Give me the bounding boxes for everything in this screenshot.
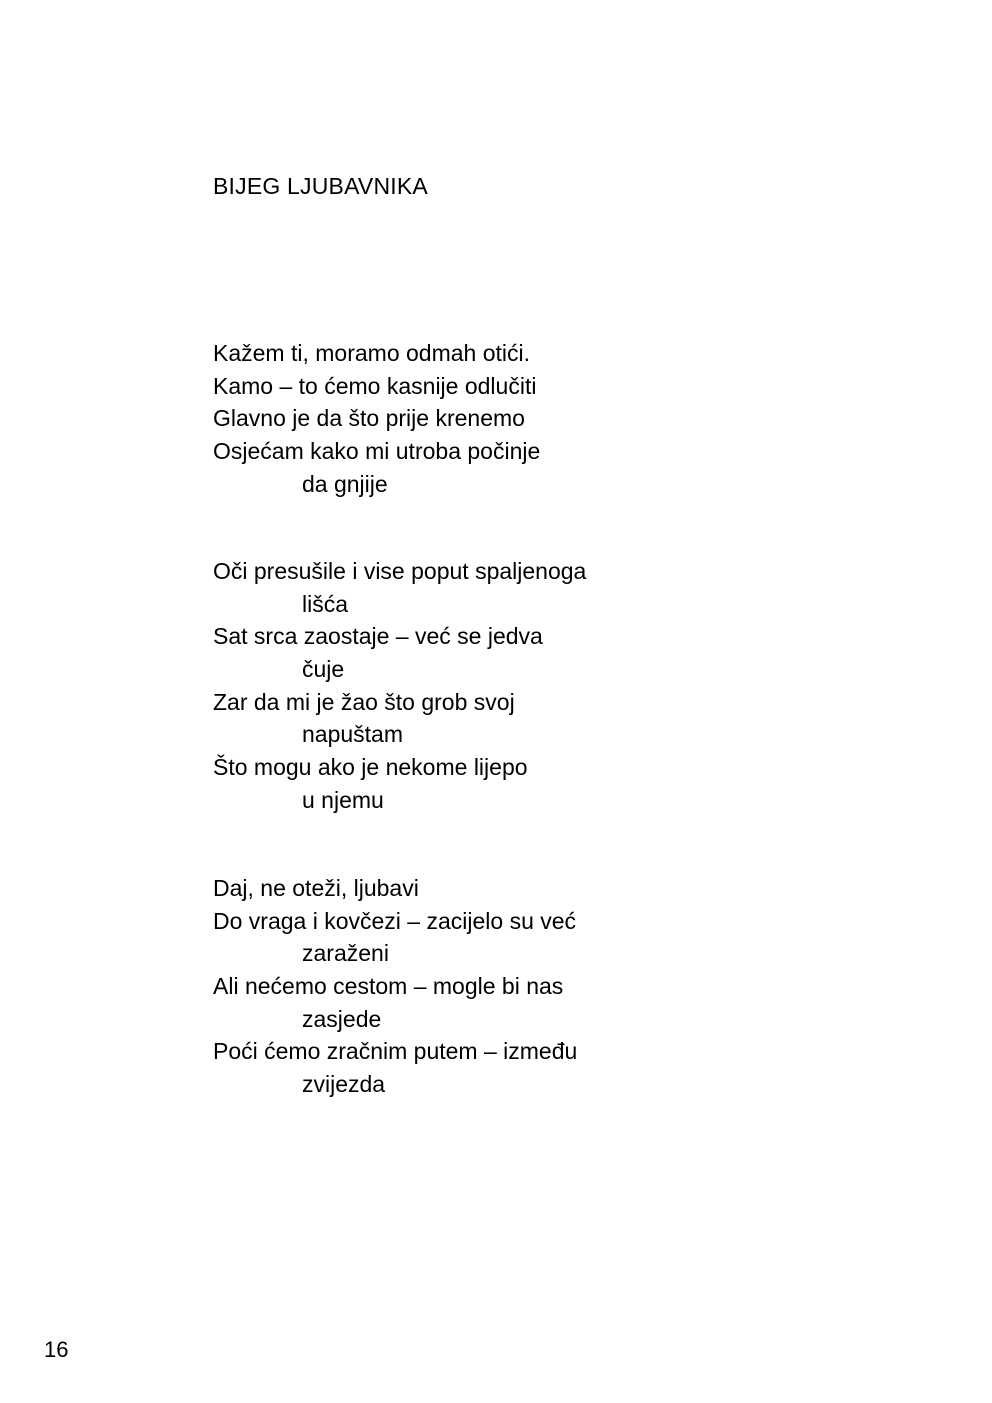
poem-title: BIJEG LJUBAVNIKA <box>213 173 428 199</box>
verse-line: Do vraga i kovčezi – zacijelo su već <box>213 907 577 934</box>
verse-line: Ali nećemo cestom – mogle bi nas <box>213 973 564 1000</box>
verse-line: Poći ćemo zračnim putem – između <box>213 1038 578 1065</box>
verse-line: Kažem ti, moramo odmah otići. <box>213 340 531 366</box>
verse-line-continuation: da gnjije <box>302 470 388 497</box>
verse-line-continuation: napuštam <box>302 721 404 748</box>
verse-line: Što mogu ako je nekome lijepo <box>213 754 528 781</box>
verse-line-continuation: zaraženi <box>302 940 389 967</box>
verse-line: Glavno je da što prije krenemo <box>213 405 525 432</box>
verse-line: Kamo – to ćemo kasnije odlučiti <box>213 372 537 399</box>
verse-line: Osjećam kako mi utroba počinje <box>213 438 541 465</box>
verse-line: Zar da mi je žao što grob svoj <box>213 688 515 715</box>
verse-line: Daj, ne oteži, ljubavi <box>213 875 419 901</box>
verse-line-continuation: čuje <box>302 656 345 683</box>
verse-line: Sat srca zaostaje – već se jedva <box>213 623 543 650</box>
verse-line-continuation: zasjede <box>302 1005 382 1032</box>
verse-line-continuation: zvijezda <box>302 1071 386 1098</box>
stanza-1 <box>213 337 913 500</box>
verse-line-continuation: u njemu <box>302 786 384 813</box>
page-number: 16 <box>44 1337 69 1362</box>
stanza-2 <box>213 555 913 817</box>
verse-line-continuation: lišća <box>302 590 349 617</box>
stanza-3 <box>213 872 913 1101</box>
verse-line: Oči presušile i vise poput spaljenoga <box>213 558 587 584</box>
